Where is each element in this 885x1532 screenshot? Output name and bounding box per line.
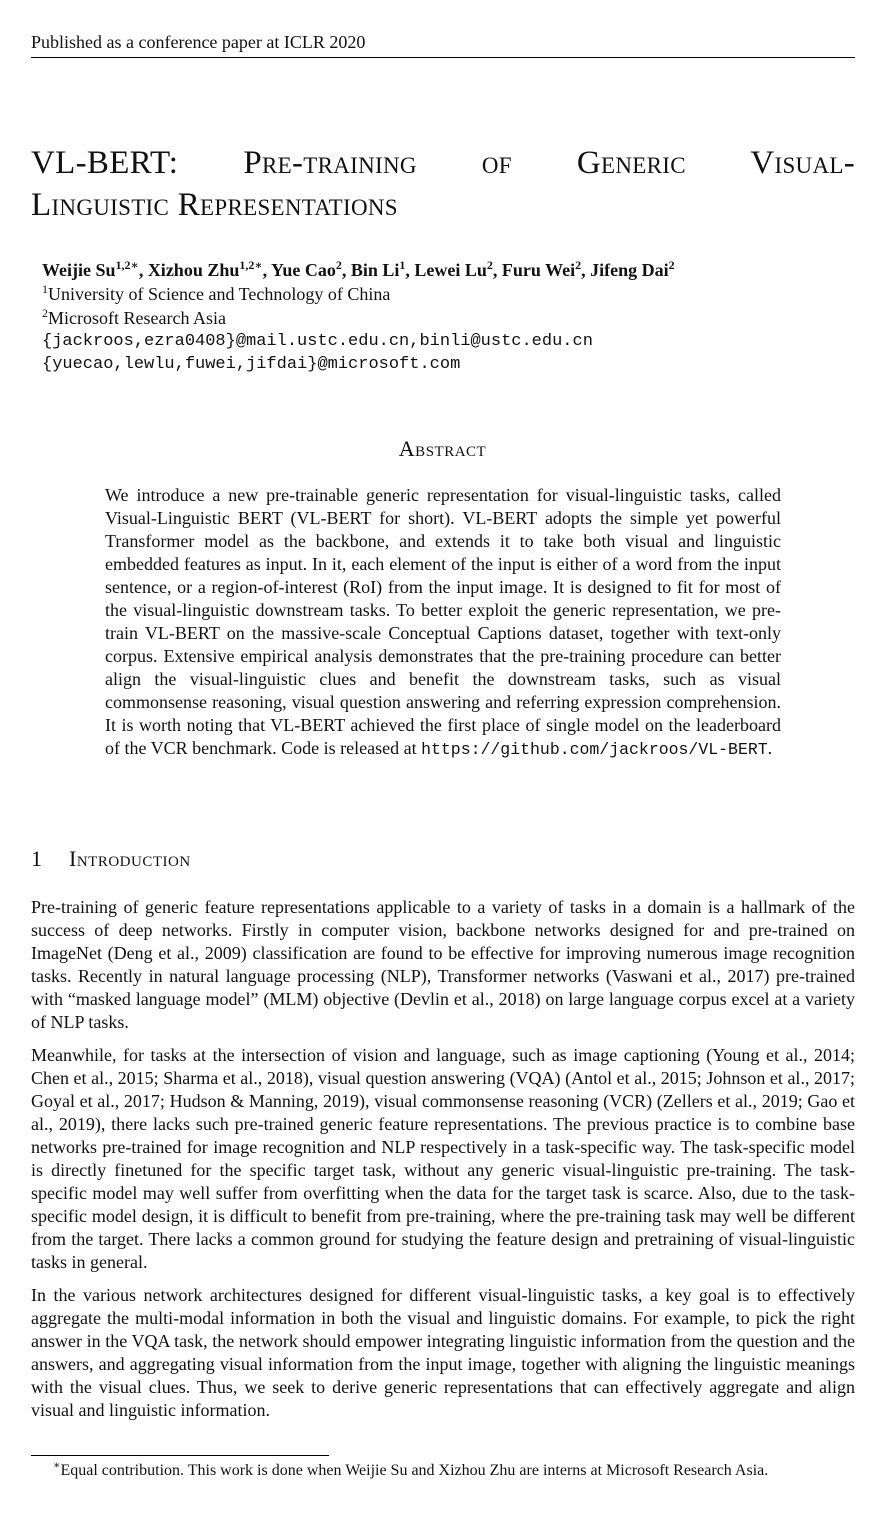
affiliation bbox=[42, 306, 842, 330]
footnote-text: Equal contribution. This work is done when Weijie Su and Xizhou Zhu are interns at Microsoft Research Asia. bbox=[60, 1462, 769, 1479]
author-affiliation-mark: 1,2∗ bbox=[115, 258, 139, 272]
author-affiliation-mark: 2 bbox=[335, 258, 342, 272]
title-line-2: Linguistic Representations bbox=[31, 187, 398, 223]
affiliation-name: Microsoft Research Asia bbox=[48, 308, 226, 328]
author-list: Weijie $Su^{1,2∗}$, Xizhou Zhu$^{1,2∗}$, Yue Cao$^2$, Bin Li$^1$, Lewei Lu$^2$, Furu Wei$^2$, Jifeng Dai$^2$ bbox=[42, 258, 675, 280]
section-number: 1 bbox=[31, 846, 42, 871]
abstract-text: We introduce a new pre-trainable generic representation for visual-linguistic tasks, called Visual-Linguistic BERT (VL-BERT for short). VL-BERT adopts the simple yet powerful Transformer model as the backbone, and extends it to take both visual and linguistic embedded features as input. In it, each element of the input is either of a word from the input sentence, or a region-of-interest (RoI) from the input image. It is designed to fit for most of the visual-linguistic downstream tasks. To better exploit the generic representation, we pre-train VL-BERT on the massive-scale Conceptual Captions dataset, together with text-only corpus. Extensive empirical analysis demonstrates that the pre-training procedure can better align the visual-linguistic clues and benefit the downstream tasks, such as visual commonsense reasoning, visual question answering and referring expression comprehension. It is worth noting that VL-BERT achieved the first place of single model on the leaderboard of the VCR benchmark. Code is released at bbox=[105, 485, 781, 758]
author-affiliation-mark: 2 bbox=[486, 258, 493, 272]
abstract-body bbox=[105, 484, 781, 761]
paper-title bbox=[31, 142, 855, 226]
header-rule bbox=[31, 57, 855, 58]
affiliation-name: University of Science and Technology of China bbox=[48, 284, 391, 304]
author-name: Jifeng Dai bbox=[590, 260, 669, 280]
author-affiliation-mark: 1,2∗ bbox=[239, 258, 263, 272]
code-url-link[interactable]: https://github.com/jackroos/VL-BERT bbox=[421, 740, 768, 759]
affiliation-mark: 2 bbox=[42, 306, 48, 320]
abstract-end: . bbox=[767, 738, 773, 758]
author-name: Xizhou Zhu bbox=[147, 260, 240, 280]
author-affiliation-mark: 1 bbox=[399, 258, 406, 272]
author-name: Bin Li bbox=[350, 260, 400, 280]
author-affiliation-mark: 2 bbox=[668, 258, 675, 272]
abstract-heading: Abstract bbox=[398, 436, 487, 461]
paragraph: Pre-training of generic feature representations applicable to a variety of tasks in a domain is a hallmark of the success of deep networks. Firstly in computer vision, backbone networks designed for and pre-trained on ImageNet (Deng et al., 2009) classification are found to be effective for improving numerous image recognition tasks. Recently in natural language processing (NLP), Transformer networks (Vaswani et al., 2017) pre-trained with “masked language model” (MLM) objective (Devlin et al., 2018) on large language corpus excel at a variety of NLP tasks. bbox=[31, 897, 855, 1032]
section-title: Introduction bbox=[69, 846, 191, 871]
author-name: Furu Wei bbox=[501, 260, 576, 280]
title-line-1: VL-BERT: Pre-training of Generic Visual- bbox=[31, 145, 855, 181]
footnote bbox=[31, 1461, 855, 1481]
author-name: Yue Cao bbox=[271, 260, 336, 280]
paragraph: Meanwhile, for tasks at the intersection of vision and language, such as image captioning (Young et al., 2014; Chen et al., 2015; Sharma et al., 2018), visual question answering (VQA) (Antol et al., 2015; Johnson et al., 2017; Goyal et al., 2017; Hudson & Manning, 2019), visual commonsense reasoning (VCR) (Zellers et al., 2019; Gao et al., 2019), there lacks such pre-trained generic feature representations. The previous practice is to combine base networks pre-trained for image recognition and NLP respectively in a task-specific way. The task-specific model is directly finetuned for the specific target task, without any generic visual-linguistic pre-training. The task-specific model may well suffer from overfitting when the data for the target task is scarce. Also, due to the task-specific model design, it is difficult to benefit from pre-training, where the pre-training task may well be different from the target. There lacks a common ground for studying the feature design and pretraining of visual-linguistic tasks in general. bbox=[31, 1045, 855, 1272]
footnote-mark: ∗ bbox=[53, 1459, 61, 1472]
author-email: {yuecao,lewlu,fuwei,jifdai}@microsoft.com bbox=[42, 355, 461, 374]
section-heading bbox=[31, 845, 191, 873]
author-name: Weijie Su bbox=[42, 260, 116, 280]
author-block bbox=[42, 258, 842, 376]
running-header: Published as a conference paper at ICLR 2020 bbox=[31, 32, 366, 52]
author-name: Lewei Lu bbox=[414, 260, 487, 280]
introduction-body bbox=[31, 896, 855, 1432]
footnote-rule bbox=[31, 1455, 329, 1456]
author-email: {jackroos,ezra0408}@mail.ustc.edu.cn,binli@ustc.edu.cn bbox=[42, 332, 593, 351]
author-affiliation-mark: 2 bbox=[575, 258, 582, 272]
affiliation bbox=[42, 282, 842, 306]
paragraph: In the various network architectures designed for different visual-linguistic tasks, a key goal is to effectively aggregate the multi-modal information in both the visual and linguistic domains. For example, to pick the right answer in the VQA task, the network should empower integrating linguistic information from the question and the answers, and aggregating visual information from the input image, together with aligning the linguistic meanings with the visual clues. Thus, we seek to derive generic representations that can effectively aggregate and align visual and linguistic information. bbox=[31, 1285, 855, 1420]
affiliation-mark: 1 bbox=[42, 282, 48, 296]
